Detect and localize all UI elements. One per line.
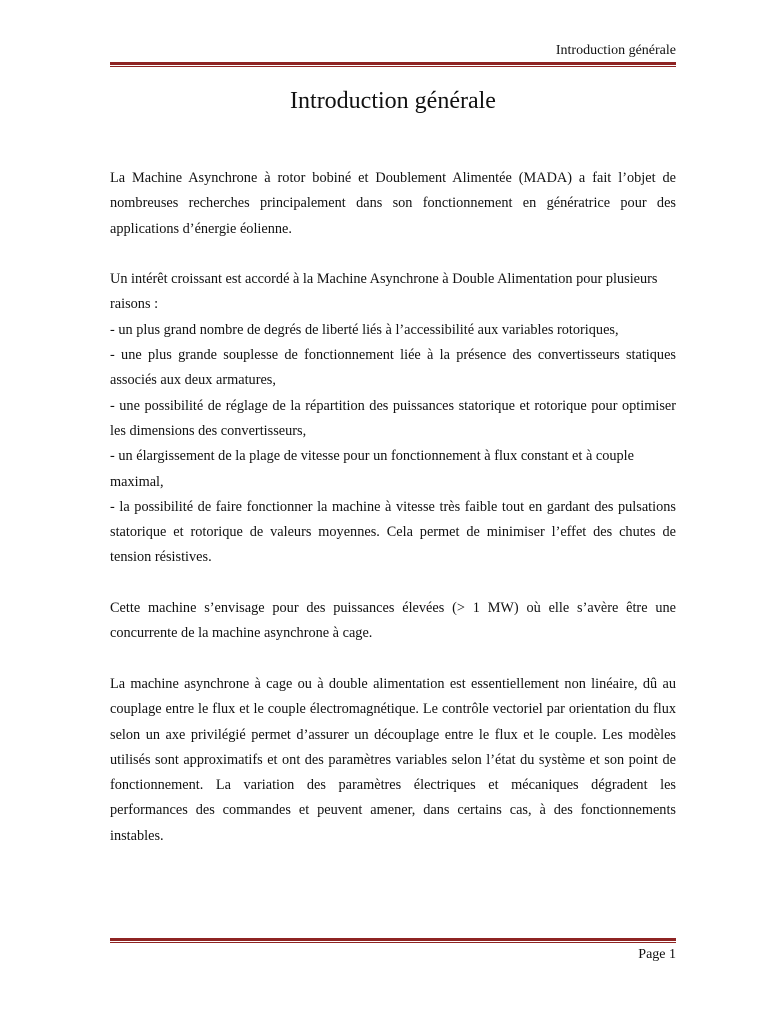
header-rule (110, 62, 676, 67)
footer-rule (110, 938, 676, 943)
paragraph-reasons (110, 267, 676, 571)
list-item: - une plus grande souplesse de fonctionnement liée à la présence des convertisseurs statiques associés aux deux armatures, (110, 347, 676, 389)
list-item: - une possibilité de réglage de la répartition des puissances statorique et rotorique pour optimiser les dimensions des convertisseurs, (110, 397, 676, 439)
paragraph-mada-intro: La Machine Asynchrone à rotor bobiné et Doublement Alimentée (MADA) a fait l’objet de nombreuses recherches principalement dans son fonctionnement en génératrice pour des applications d’énergie éolienne. (110, 170, 676, 237)
document-body (110, 166, 676, 874)
paragraph-vector-control: La machine asynchrone à cage ou à double alimentation est essentiellement non linéaire, dû au couplage entre le flux et le couple électromagnétique. Le contrôle vectoriel par orientation du flux selon un axe privilégié permet d’assurer un découplage entre le flux et le couple. Les modèles utilisés sont approximatifs et ont des paramètres variables selon l’état du système et son point de fonctionnement. La variation des paramètres électriques et mécaniques dégradent les performances des commandes et peuvent amener, dans certains cas, à des fonctionnements instables. (110, 675, 676, 844)
running-header: Introduction générale (555, 43, 676, 58)
page-number: Page 1 (638, 947, 676, 962)
page-title: Introduction générale (290, 88, 496, 114)
list-item: - un plus grand nombre de degrés de liberté liés à l’accessibilité aux variables rotoriques, (110, 321, 619, 338)
reasons-intro: Un intérêt croissant est accordé à la Machine Asynchrone à Double Alimentation pour plusieurs raisons : (110, 271, 658, 313)
list-item: - la possibilité de faire fonctionner la machine à vitesse très faible tout en gardant des pulsations statorique et rotorique de valeurs moyennes. Cela permet de minimiser l’effet des chutes de tension résistives. (110, 498, 676, 566)
paragraph-power-range: Cette machine s’envisage pour des puissances élevées (> 1 MW) où elle s’avère être une concurrente de la machine asynchrone à cage. (110, 600, 676, 642)
list-item: - un élargissement de la plage de vitesse pour un fonctionnement à flux constant et à couple maximal, (110, 448, 634, 490)
